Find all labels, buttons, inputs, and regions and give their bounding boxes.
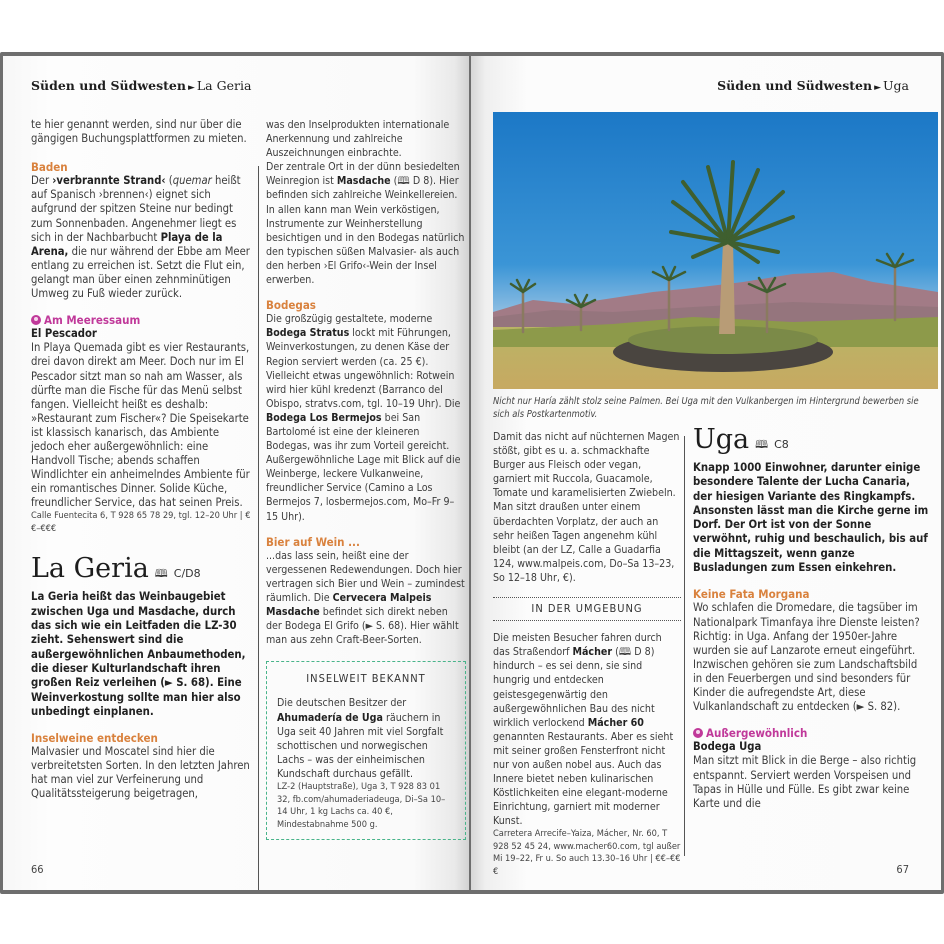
infobox-text: Die deutschen Besitzer der Ahumadería de Uga räuchern in Uga seit 40 Jahren mit viel Sorgfalt schottischen und norwegischen Lachs – was der einheimischen Kundschaft durchaus gefällt. bbox=[277, 697, 444, 780]
left-page bbox=[3, 56, 469, 890]
triangle-arrow-icon: ► bbox=[874, 83, 881, 93]
map-reference: C/D8 bbox=[173, 567, 201, 581]
right-column-1 bbox=[493, 430, 681, 878]
left-column-2 bbox=[266, 118, 466, 840]
tip-marker-icon bbox=[31, 315, 41, 325]
infobox-title: INSELWEIT BEKANNT bbox=[306, 672, 426, 686]
running-head-left bbox=[31, 78, 251, 93]
page-number-right: 67 bbox=[896, 863, 909, 876]
bier-text: ...das lass sein, heißt eine der vergessenen Redewendungen. Doch hier vertragen sich Bier und Wein – zumindest räumlich. Die Cervecera Malpeis Masdache befindet sich direkt neben der Bodega El Grifo (► S. 68). Hier wählt man aus zehn Craft-Beer-Sorten. bbox=[266, 549, 465, 647]
subheading-bodegas: Bodegas bbox=[266, 298, 316, 313]
running-head-right bbox=[717, 78, 909, 93]
intro-text: te hier genannt werden, sind nur über die gängigen Buchungsplattformen zu mieten. bbox=[31, 118, 247, 146]
subheading-baden: Baden bbox=[31, 160, 68, 175]
heading-la-geria: La Geria 🕮 C/D8 bbox=[31, 553, 253, 590]
in-der-umgebung-heading: IN DER UMGEBUNG bbox=[493, 597, 681, 621]
tip-marker-icon bbox=[693, 728, 703, 738]
baden-text: Der ›verbrannte Strand‹ (quemar heißt auf Spanisch ›brennen‹) eignet sich aufgrund der spitzen Steine nur bedingt zum Sonnenbaden. Angenehmer liegt es sich in der Nachbarbucht Playa de la Arena, die nur während der Ebbe am Meer entlang zu erreichen ist. Setzt die Flut ein, gelangt man über einen zehnminütigen Umweg zu Fuß wieder zurück. bbox=[31, 174, 250, 301]
running-head-place: Uga bbox=[883, 78, 909, 93]
running-head-place: La Geria bbox=[196, 78, 252, 93]
heading-uga: Uga 🕮 C8 bbox=[693, 424, 929, 461]
column-rule bbox=[684, 436, 685, 856]
tip-name-bodega-uga: Bodega Uga bbox=[693, 740, 762, 754]
uga-lead: Knapp 1000 Einwohner, darunter einige besondere Talente der Lucha Canaria, der hiesigen Variante des Ringkampfs. Ansonsten lässt man die Kirche gerne im Dorf. Der Ort ist von der Sonne verwöhnt, ruhig und beschaulich, bis auf die Mittagszeit, wenn ganze Busladungen zum Essen einkehren. bbox=[693, 461, 929, 575]
column-rule bbox=[258, 166, 259, 890]
infobox-inselweit-bekannt bbox=[266, 661, 466, 840]
map-book-icon: 🕮 bbox=[154, 567, 168, 581]
running-head-section: Süden und Südwesten bbox=[31, 78, 186, 93]
bodega-uga-text: Man sitzt mit Blick in die Berge – also richtig entspannt. Serviert werden Vorspeisen und Tapas in Hülle und Fülle. Es gibt zwar keine Karte und die bbox=[693, 754, 917, 810]
subheading-bier-auf-wein: Bier auf Wein ... bbox=[266, 534, 360, 549]
open-book bbox=[0, 52, 944, 894]
running-head-section: Süden und Südwesten bbox=[717, 78, 873, 93]
macher-text: Die meisten Besucher fahren durch das Straßendorf Mácher (🕮 D 8) hindurch – es sei denn, sie sind hungrig und entdecken geistesgegenwärtig den außergewöhnlichen Bau des nicht wirklich verlockend Mácher 60 genannten Restaurants. Aber es sieht mit seiner großen Fensterfront nicht nur von außen nobel aus. Auch das Innere bietet neben kulinarischen Köstlichkeiten eine elegant-moderne Einrichtung, garniert mit moderner Kunst. bbox=[493, 632, 674, 828]
fata-morgana-text: Wo schlafen die Dromedare, die tagsüber im Nationalpark Timanfaya ihre Dienste leisten? Richtig: in Uga. Anfang der 1950er-Jahre wurden sie auf Lanzarote erneut eingeführt. Inzwischen gehören sie zum Landschaftsbild in den Feuerbergen und sind besonders für Kinder die aufregendste Art, diese Vulkanlandschaft zu entdecken (► S. 82). bbox=[693, 601, 920, 714]
tip-text: In Playa Quemada gibt es vier Restaurants, drei davon direkt am Meer. Doch nur im El Pescador sitzt man so nah am Wasser, als dürfte man die Fische für das Menü selbst fangen. Vielleicht heißt es deshalb: »Restaurant zum Fischer«? Die Speisekarte ist klassisch kanarisch, das Ambiente jedoch eher außergewöhnlich: eine Handvoll Tische; abends schaffen Windlichter ein anheimelndes Ambiente für ein romantisches Dinner. Solide Küche, freundlicher Service, das hat seinen Preis. bbox=[31, 341, 250, 510]
tip-label-am-meeressaum: Am Meeressaum bbox=[31, 313, 253, 327]
subheading-keine-fata-morgana: Keine Fata Morgana bbox=[693, 587, 810, 602]
left-column-1 bbox=[31, 118, 253, 802]
tip-name-el-pescador: El Pescador bbox=[31, 327, 97, 341]
bodegas-text: Die großzügig gestaltete, moderne Bodega Stratus lockt mit Führungen, Weinverkostungen, zu denen Käse der Region serviert werden (ca. 25 €). Vielleicht etwas ungewöhnlich: Rotwein wird hier kühl kredenzt (Barranco del Obispo, stratvs.com, tgl. 10–19 Uhr). Die Bodega Los Bermejos bei San Bartolomé ist eine der kleineren Bodegas, was ihr zum Vorteil gereicht. Außergewöhnliche Lage mit Blick auf die Weinberge, leckere Vulkanweine, freundlicher Service (Camino a Los Bermejos 7, losbermejos.com, Mo–Fr 9–15 Uhr). bbox=[266, 313, 461, 523]
map-book-icon: 🕮 bbox=[755, 438, 769, 451]
infobox-address: LZ-2 (Hauptstraße), Uga 3, T 928 83 01 32, fb.com/ahumaderiadeuga, Di–Sa 10–14 Uhr, 1 kg Lachs ca. 40 €, Mindestabnahme 500 g. bbox=[277, 781, 446, 830]
page-number-left: 66 bbox=[31, 863, 44, 876]
col2-intro-b: Der zentrale Ort in der dünn besiedelten Weinregion ist Masdache (🕮 D 8). Hier befinden sich zahlreiche Weinkellereien. In allen kann man Wein verköstigen, Instrumente zur Weinherstellung besichtigen und in den Bodegas natürlich den typischen süßen Malvasier- als auch den herben ›El Grifo‹-Wein der Insel erwerben. bbox=[266, 161, 465, 287]
col2-intro-a: was den Inselprodukten internationale Anerkennung und zahlreiche Auszeichnungen einbrachte. bbox=[266, 119, 450, 160]
right-page bbox=[471, 56, 941, 890]
tip-address: Calle Fuentecita 6, T 928 65 78 29, tgl. 12–20 Uhr | €€–€€€ bbox=[31, 510, 251, 534]
inselweine-text: Malvasier und Moscatel sind hier die verbreitetsten Sorten. In den letzten Jahren hat man viel zur Verfeinerung und Qualitätssteigerung beigetragen, bbox=[31, 745, 250, 801]
subheading-inselweine: Inselweine entdecken bbox=[31, 731, 158, 746]
right-column-2 bbox=[693, 424, 929, 811]
map-reference: C8 bbox=[774, 438, 789, 451]
landscape-photo-illustration bbox=[493, 112, 938, 389]
photo-caption: Nicht nur Haría zählt stolz seine Palmen. Bei Uga mit den Vulkanbergen im Hintergrund bewerben sie sich als Postkartenmotiv. bbox=[493, 396, 919, 420]
macher-address: Carretera Arrecife–Yaiza, Mácher, Nr. 60, T 928 52 45 24, www.macher60.com, tgl außer Mi 19–22, Fr u. So auch 13.30–16 Uhr | €€–€€€ bbox=[493, 828, 681, 877]
photo-palm-trees-uga bbox=[493, 112, 938, 389]
triangle-arrow-icon: ► bbox=[187, 83, 195, 93]
malpeis-text: Damit das nicht auf nüchternen Magen stößt, gibt es u. a. schmackhafte Burger aus Fleisch oder vegan, garniert mit Ruccola, Guacamole, Tomate und karamelisierten Zwiebeln. Man sitzt draußen unter einem überdachten Vorplatz, der auch an sehr heißen Tagen angenehm kühl bleibt (an der LZ, Calle a Guadarfia 124, www.malpeis.com, Do–Sa 13–23, So 12–18 Uhr, €). bbox=[493, 431, 680, 584]
tip-label-aussergewoehnlich: Außergewöhnlich bbox=[693, 726, 929, 740]
la-geria-lead: La Geria heißt das Weinbaugebiet zwischen Uga und Masdache, durch das sich wie ein Leitfaden die LZ-30 zieht. Sehenswert sind die außergewöhnlichen Anbaumethoden, die dieser Kulturlandschaft ihren großen Reiz verleihen (► S. 68). Eine Weinverkostung sollte man hier also unbedingt einplanen. bbox=[31, 590, 246, 718]
